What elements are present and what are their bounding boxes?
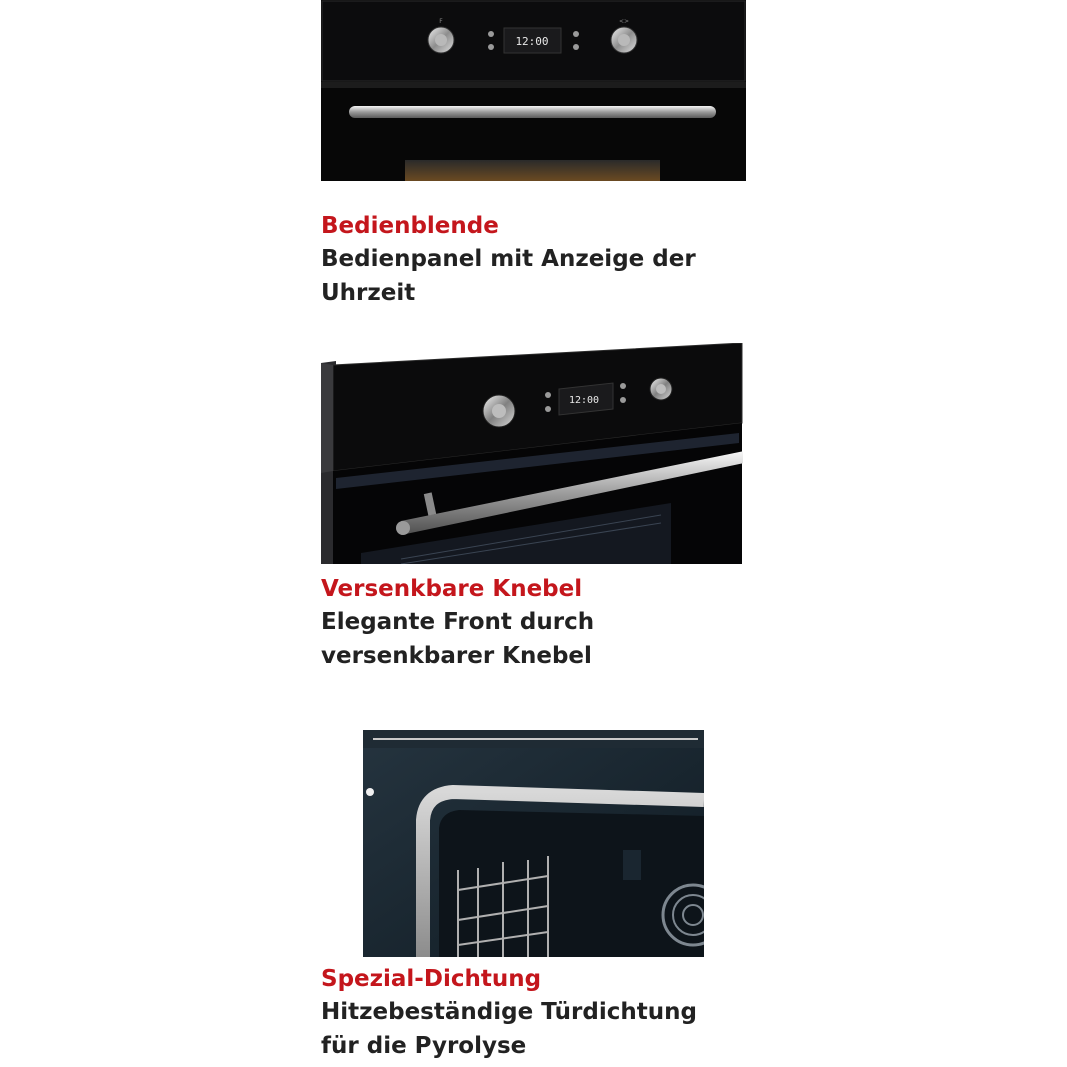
oven-angled-illustration — [321, 343, 743, 564]
door-seal-image — [363, 730, 704, 957]
feature-title-spezial-dichtung: Spezial-Dichtung — [321, 966, 542, 992]
description-line: Uhrzeit — [321, 280, 416, 306]
description-line: versenkbarer Knebel — [321, 643, 592, 669]
feature-title-bedienblende: Bedienblende — [321, 213, 499, 239]
door-handle — [349, 106, 716, 118]
description-line: Elegante Front durch — [321, 609, 595, 635]
feature-title-versenkbare-knebel: Versenkbare Knebel — [321, 576, 583, 602]
feature-description-spezial-dichtung — [321, 995, 751, 1063]
feature-description-versenkbare-knebel — [321, 605, 751, 673]
svg-text:<>: <> — [618, 18, 630, 25]
description-line: Hitzebeständige Türdichtung — [321, 999, 697, 1025]
control-panel-image — [321, 0, 746, 181]
oven-front-illustration — [321, 0, 746, 181]
retractable-knobs-image — [321, 343, 743, 564]
feature-description-bedienblende — [321, 242, 751, 310]
oven-interior-illustration — [363, 730, 704, 957]
description-line: für die Pyrolyse — [321, 1033, 527, 1059]
svg-text:F: F — [439, 18, 443, 25]
description-line: Bedienpanel mit Anzeige der — [321, 246, 696, 272]
display-time: 12:00 — [515, 35, 549, 48]
display-time: 12:00 — [568, 395, 600, 406]
